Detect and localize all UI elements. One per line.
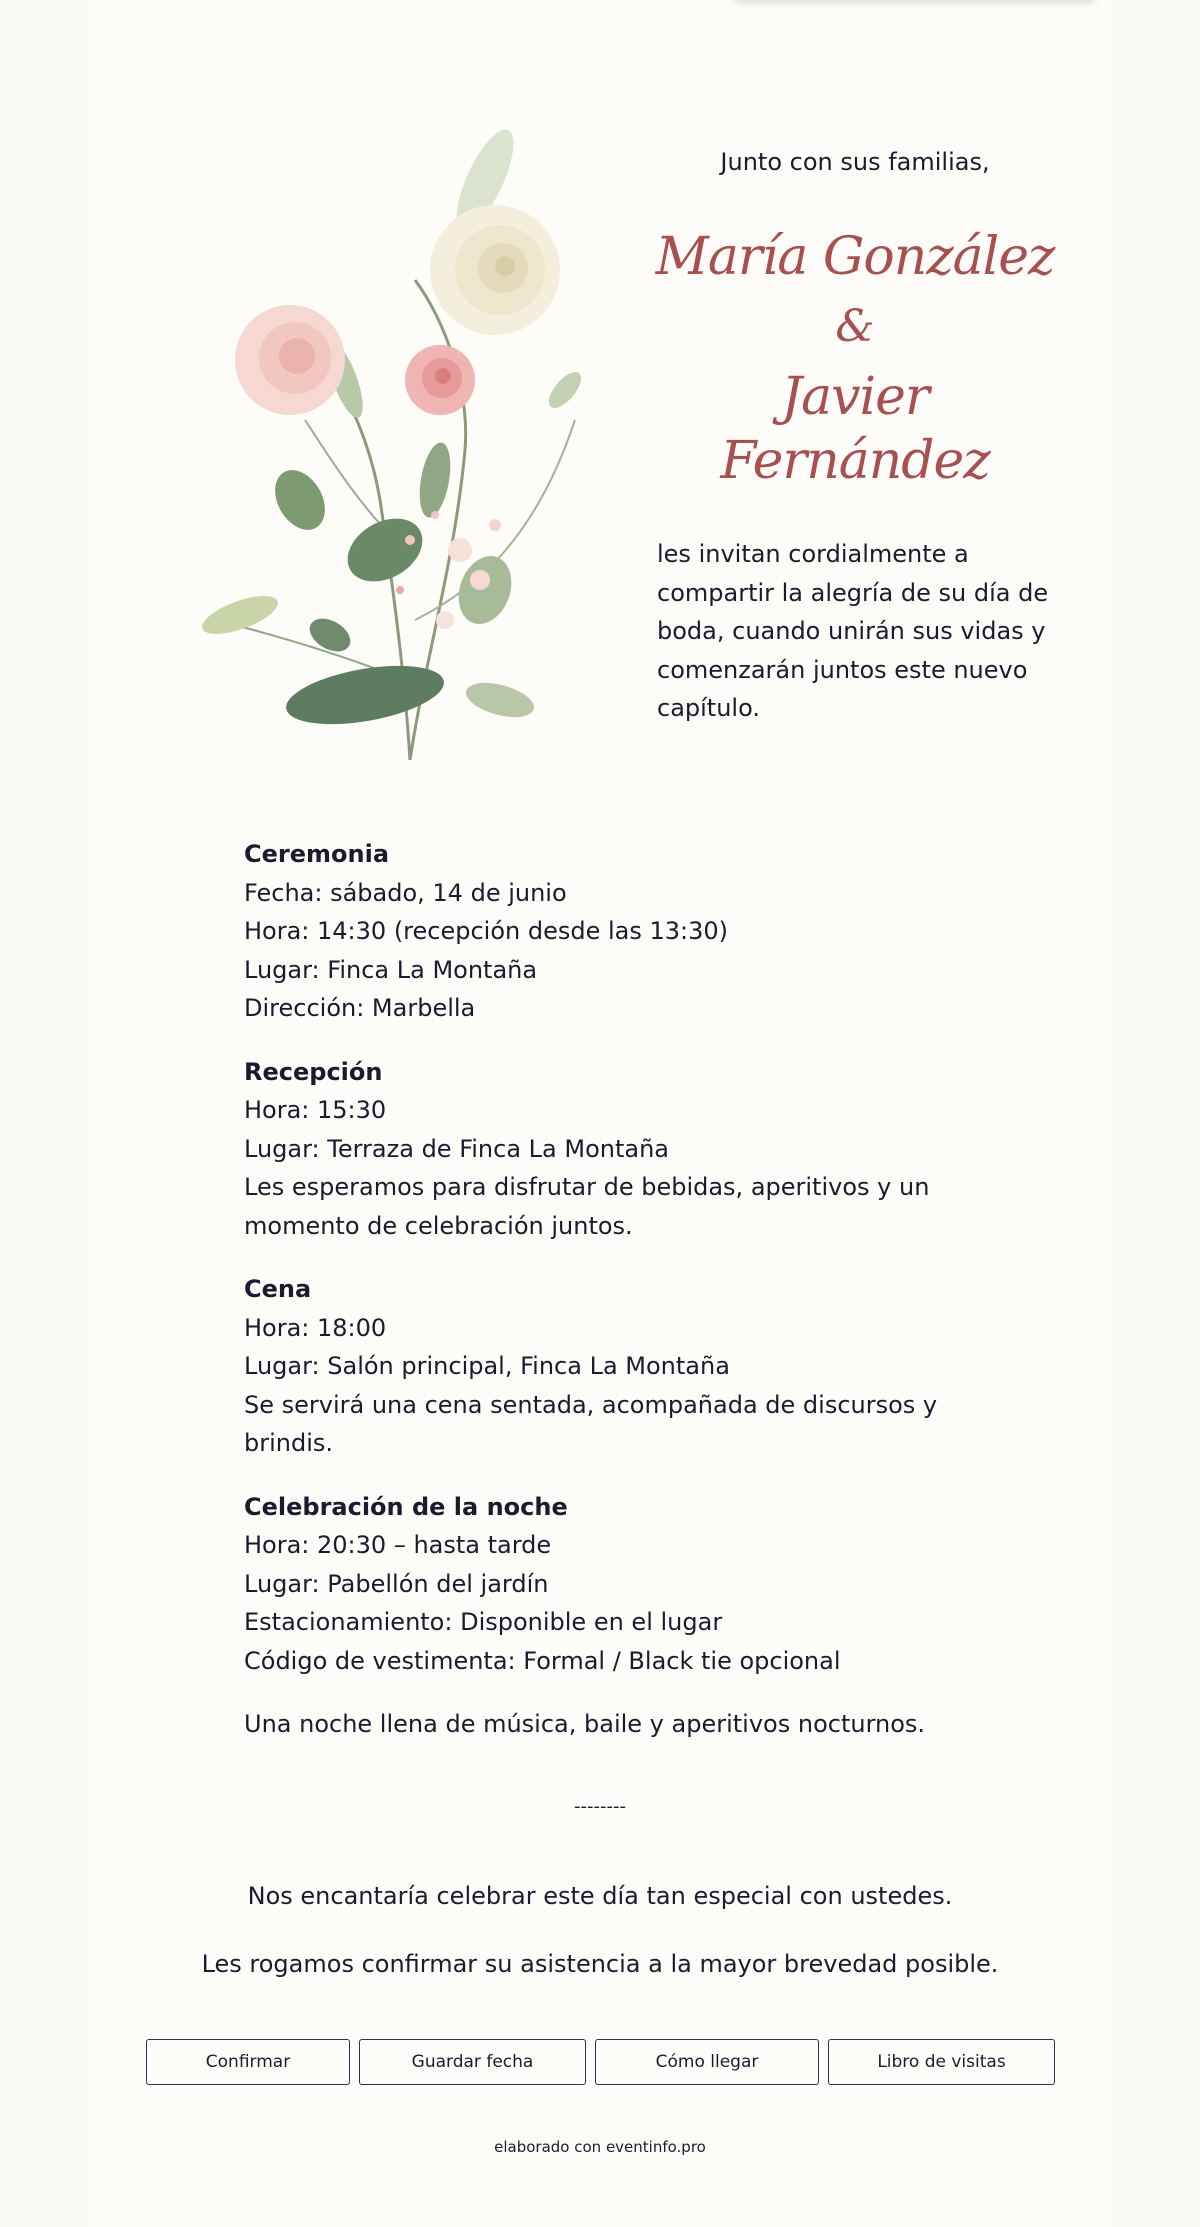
detail-line: Fecha: sábado, 14 de junio [244,878,567,907]
ampersand: & [835,301,875,352]
section-ceremonia [244,835,1024,1028]
closing-note: Una noche llena de música, baile y aperitivos nocturnos. [244,1710,926,1738]
detail-line: Dirección: Marbella [244,994,476,1022]
footer-credit: elaborado con eventinfo.pro [494,2138,706,2156]
section-celebracion [244,1488,1024,1681]
detail-line: Lugar: Salón principal, Finca La Montaña [244,1352,730,1380]
detail-line: Código de vestimenta: Formal / Black tie opcional [244,1646,841,1675]
rsvp-message: Les rogamos confirmar su asistencia a la mayor brevedad posible. [201,1950,999,1978]
detail-line: Les esperamos para disfrutar de bebidas, aperitivos y un momento de celebración juntos. [244,1173,930,1240]
section-title: Cena [244,1275,312,1303]
section-title: Recepción [244,1057,383,1086]
detail-line: Estacionamiento: Disponible en el lugar [244,1608,723,1636]
closing-message: Nos encantaría celebrar este día tan especial con ustedes. [247,1882,953,1910]
confirm-button[interactable]: Confirmar [146,2039,350,2085]
section-title: Ceremonia [244,840,390,868]
intro-text: Junto con sus familias, [720,148,990,176]
section-title: Celebración de la noche [244,1492,568,1521]
detail-line: Hora: 18:00 [244,1313,387,1342]
detail-line: Lugar: Terraza de Finca La Montaña [244,1134,670,1163]
invitation-text: les invitan cordialmente a compartir la alegría de su día de boda, cuando unirán sus vidas y comenzarán juntos este nuevo capítulo. [657,540,1049,722]
detail-line: Se servirá una cena sentada, acompañada de discursos y brindis. [244,1390,938,1457]
floral-bouquet-illustration [155,120,595,770]
detail-line: Lugar: Finca La Montaña [244,955,538,984]
guestbook-button[interactable]: Libro de visitas [828,2039,1055,2085]
detail-line: Hora: 14:30 (recepción desde las 13:30) [244,917,729,945]
section-recepcion [244,1053,1024,1246]
groom-name: Javier Fernández [720,367,990,491]
divider: -------- [574,1796,626,1817]
detail-line: Hora: 15:30 [244,1096,387,1124]
save-date-button[interactable]: Guardar fecha [359,2039,586,2085]
event-details [244,835,1024,1744]
bride-name: María González [655,227,1055,287]
section-cena [244,1270,1024,1463]
couple-names [640,225,1070,493]
detail-line: Lugar: Pabellón del jardín [244,1569,549,1598]
directions-button[interactable]: Cómo llegar [595,2039,819,2085]
detail-line: Hora: 20:30 – hasta tarde [244,1531,552,1559]
